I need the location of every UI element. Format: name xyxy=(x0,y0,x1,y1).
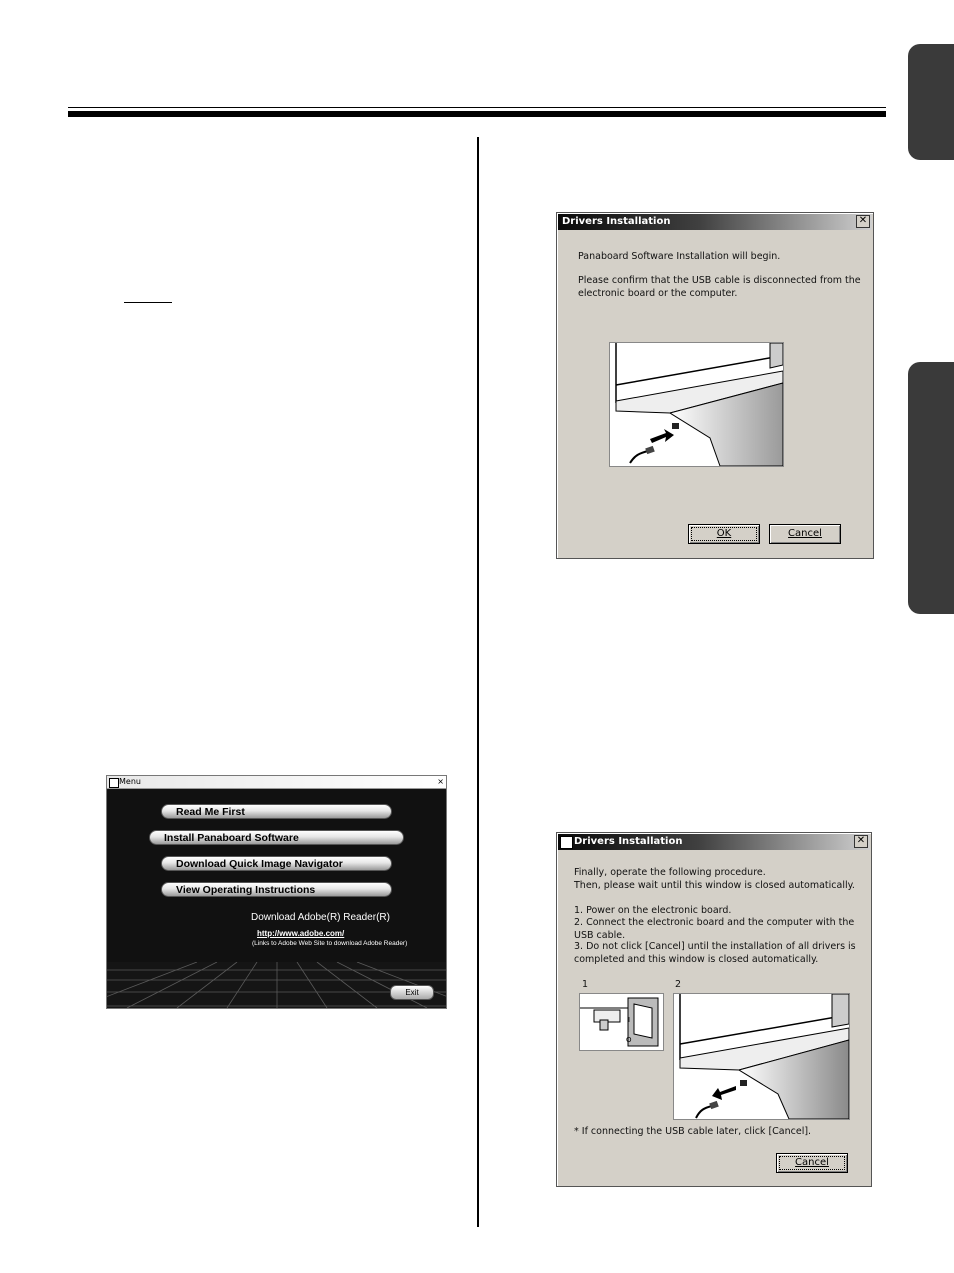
figure-2-label: 2 xyxy=(675,979,682,990)
app-icon xyxy=(109,778,119,788)
adobe-note: (Links to Adobe Web Site to download Adobe Reader) xyxy=(252,940,408,947)
svg-text:I: I xyxy=(628,1016,631,1024)
ok-button[interactable]: OK xyxy=(688,524,760,544)
dialog-1-line1: Panaboard Software Installation will begin. xyxy=(578,251,781,262)
dialog-2-step2: 2. Connect the electronic board and the computer with the USB cable. xyxy=(574,917,855,941)
dialog-1-title: Drivers Installation xyxy=(558,214,872,230)
figure-1-label: 1 xyxy=(582,979,589,990)
header-rule-thin xyxy=(68,107,886,108)
dialog-2-step1: 1. Power on the electronic board. xyxy=(574,905,732,916)
close-icon[interactable]: ✕ xyxy=(854,835,868,848)
dialog-2-intro2: Then, please wait until this window is closed automatically. xyxy=(574,880,855,891)
power-switch-illustration xyxy=(579,993,664,1051)
menu-item-download-quick-image-navigator[interactable]: Download Quick Image Navigator xyxy=(161,856,392,871)
close-icon[interactable]: ✕ xyxy=(856,215,870,228)
drivers-install-dialog-1 xyxy=(556,212,874,559)
dialog-2-footnote: * If connecting the USB cable later, click [Cancel]. xyxy=(574,1126,812,1137)
dialog-2-title: Drivers Installation xyxy=(558,834,870,850)
installer-icon xyxy=(560,836,573,849)
side-tab-lower xyxy=(908,362,954,614)
dialog-1-line2: Please confirm that the USB cable is disconnected from the electronic board or the computer. xyxy=(578,275,861,299)
side-tab-upper xyxy=(908,44,954,160)
dialog-2-intro1: Finally, operate the following procedure. xyxy=(574,867,766,878)
cancel-button[interactable]: Cancel xyxy=(769,524,841,544)
short-underline xyxy=(124,302,172,303)
usb-disconnect-illustration xyxy=(609,342,784,467)
close-icon[interactable]: × xyxy=(437,777,444,786)
adobe-download-label: Download Adobe(R) Reader(R) xyxy=(251,912,390,923)
menu-title: Menu xyxy=(119,777,141,786)
dialog-2-step3: 3. Do not click [Cancel] until the installation of all drivers is completed and this window is closed automatically. xyxy=(574,941,856,965)
column-divider xyxy=(477,137,479,1227)
menu-title-bar xyxy=(107,776,446,789)
cancel-button[interactable]: Cancel xyxy=(776,1153,848,1173)
adobe-link[interactable]: http://www.adobe.com/ xyxy=(257,929,345,938)
usb-connect-illustration xyxy=(673,993,850,1120)
menu-item-view-operating-instructions[interactable]: View Operating Instructions xyxy=(161,882,392,897)
svg-text:O: O xyxy=(626,1036,632,1044)
menu-item-install-panaboard[interactable]: Install Panaboard Software xyxy=(149,830,404,845)
header-rule-thick xyxy=(68,111,886,117)
menu-item-read-me-first[interactable]: Read Me First xyxy=(161,804,392,819)
drivers-install-dialog-2 xyxy=(556,832,872,1187)
exit-button[interactable]: Exit xyxy=(390,985,434,1000)
menu-window xyxy=(106,775,447,1009)
